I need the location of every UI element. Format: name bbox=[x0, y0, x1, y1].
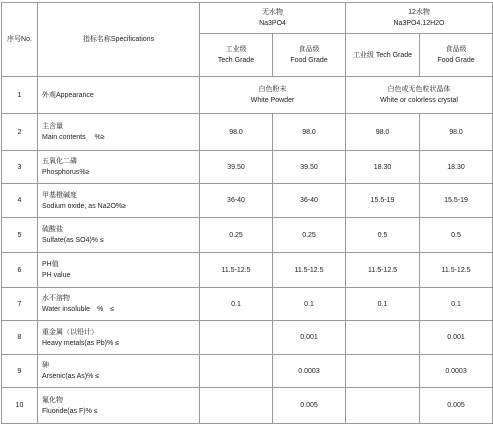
specification-table bbox=[1, 2, 493, 424]
spec-name bbox=[38, 114, 200, 151]
spec-name-cn: 水不溶物 bbox=[42, 295, 70, 302]
grade-food-cn: 食品级 bbox=[298, 46, 320, 53]
value-anhydrous-food: 98.0 bbox=[273, 114, 346, 151]
grade-food-en: Food Grade bbox=[437, 57, 475, 64]
value-hydrate-tech: 15.5-19 bbox=[346, 184, 420, 218]
value-anhydrous-tech bbox=[200, 321, 273, 355]
grade-tech-anhydrous bbox=[200, 34, 273, 77]
spec-name bbox=[38, 151, 200, 184]
value-hydrate-tech: 18.30 bbox=[346, 151, 420, 184]
spec-name-en: Water insoluble % ≤ bbox=[42, 306, 115, 313]
spec-name bbox=[38, 355, 200, 388]
spec-name bbox=[38, 218, 200, 253]
hydrate-formula: Na3PO4.12H2O bbox=[393, 20, 445, 27]
row-number: 4 bbox=[2, 184, 38, 218]
spec-name-cn: 甲基橙碱度 bbox=[42, 191, 77, 199]
header-anhydrous bbox=[200, 3, 346, 34]
value-anhydrous-tech: 0.1 bbox=[200, 288, 273, 321]
value-anhydrous-tech: 11.5-12.5 bbox=[200, 253, 273, 288]
table-row bbox=[2, 288, 493, 321]
header-row-product bbox=[2, 3, 493, 34]
value-hydrate-food: 0.005 bbox=[420, 388, 493, 424]
row-number: 6 bbox=[2, 253, 38, 288]
spec-name-en: Sodium oxide, as Na2O%≥ bbox=[42, 202, 126, 210]
spec-name-cn: 砷 bbox=[42, 362, 49, 369]
value-anhydrous-food: 0.005 bbox=[273, 388, 346, 424]
value-hydrate-tech: 98.0 bbox=[346, 114, 420, 151]
grade-food-cn: 食品级 bbox=[445, 46, 467, 53]
value-anhydrous-food: 0.0003 bbox=[273, 355, 346, 388]
value-anhydrous-food: 39.50 bbox=[273, 151, 346, 184]
spec-name bbox=[38, 321, 200, 355]
header-hydrate bbox=[346, 3, 493, 34]
row-number: 2 bbox=[2, 114, 38, 151]
spec-name bbox=[38, 288, 200, 321]
row-number: 10 bbox=[2, 388, 38, 424]
spec-name-cn: 五氧化二磷 bbox=[42, 158, 77, 165]
spec-name-en: Arsenic(as As)% ≤ bbox=[42, 373, 100, 380]
spec-name bbox=[38, 388, 200, 424]
value-anhydrous-tech: 98.0 bbox=[200, 114, 273, 151]
spec-name bbox=[38, 253, 200, 288]
value-hydrate-tech: 0.1 bbox=[346, 288, 420, 321]
spec-name-en: Heavy metals(as Pb)% ≤ bbox=[42, 339, 119, 347]
appearance-anhydrous-en: White Powder bbox=[250, 97, 295, 104]
value-hydrate-tech bbox=[346, 355, 420, 388]
value-hydrate-tech bbox=[346, 321, 420, 355]
spec-name-en: PH value bbox=[42, 272, 71, 279]
spec-name: 外观Appearance bbox=[38, 77, 200, 114]
value-hydrate-food: 98.0 bbox=[420, 114, 493, 151]
value-anhydrous-food: 0.1 bbox=[273, 288, 346, 321]
grade-food-anhydrous bbox=[273, 34, 346, 77]
spec-name-cn: 氟化物 bbox=[42, 396, 63, 404]
table-row bbox=[2, 218, 493, 253]
spec-name-cn: 主含量 bbox=[42, 123, 63, 130]
value-anhydrous-food: 11.5-12.5 bbox=[273, 253, 346, 288]
value-anhydrous-food: 36-40 bbox=[273, 184, 346, 218]
appearance-hydrate bbox=[346, 77, 493, 114]
row-number: 9 bbox=[2, 355, 38, 388]
value-hydrate-tech: 11.5-12.5 bbox=[346, 253, 420, 288]
appearance-hydrate-en: White or colorless crystal bbox=[380, 97, 458, 104]
value-anhydrous-tech: 39.50 bbox=[200, 151, 273, 184]
anhydrous-cn: 无水物 bbox=[262, 9, 283, 16]
value-hydrate-food: 0.001 bbox=[420, 321, 493, 355]
spec-name-cn: 硫酸盐 bbox=[42, 226, 63, 233]
spec-name-en: Sulfate(as SO4)% ≤ bbox=[42, 237, 104, 244]
table-row bbox=[2, 355, 493, 388]
grade-tech-en: Tech Grade bbox=[217, 57, 255, 64]
spec-name bbox=[38, 184, 200, 218]
row-number: 8 bbox=[2, 321, 38, 355]
table-row bbox=[2, 184, 493, 218]
value-anhydrous-tech: 36-40 bbox=[200, 184, 273, 218]
value-hydrate-tech: 0.5 bbox=[346, 218, 420, 253]
anhydrous-formula: Na3PO4 bbox=[259, 20, 286, 27]
appearance-anhydrous bbox=[200, 77, 346, 114]
value-anhydrous-tech bbox=[200, 355, 273, 388]
hydrate-cn: 12水物 bbox=[408, 9, 430, 16]
row-number: 5 bbox=[2, 218, 38, 253]
grade-tech-cn: 工业级 bbox=[225, 46, 247, 53]
value-hydrate-food: 15.5-19 bbox=[420, 184, 493, 218]
spec-name-cn: PH值 bbox=[42, 261, 59, 268]
table-row bbox=[2, 321, 493, 355]
appearance-hydrate-cn: 白色或无色粒状晶体 bbox=[387, 86, 451, 93]
header-spec: 指标名称Specifications bbox=[38, 3, 200, 77]
row-number: 7 bbox=[2, 288, 38, 321]
value-anhydrous-tech bbox=[200, 388, 273, 424]
value-hydrate-tech bbox=[346, 388, 420, 424]
table-row bbox=[2, 253, 493, 288]
grade-food-hydrate bbox=[420, 34, 493, 77]
value-anhydrous-food: 0.25 bbox=[273, 218, 346, 253]
value-hydrate-food: 0.5 bbox=[420, 218, 493, 253]
table-row bbox=[2, 114, 493, 151]
value-anhydrous-tech: 0.25 bbox=[200, 218, 273, 253]
value-hydrate-food: 0.1 bbox=[420, 288, 493, 321]
spec-name-en: Fluoride(as F)% ≤ bbox=[42, 407, 98, 415]
value-anhydrous-food: 0.001 bbox=[273, 321, 346, 355]
table-row bbox=[2, 388, 493, 424]
table-row bbox=[2, 151, 493, 184]
value-hydrate-food: 18.30 bbox=[420, 151, 493, 184]
row-number: 1 bbox=[2, 77, 38, 114]
spec-name-en: Phosphorus%≥ bbox=[42, 169, 90, 176]
spec-name-cn: 重金属（以铅计） bbox=[42, 328, 98, 336]
row-number: 3 bbox=[2, 151, 38, 184]
value-hydrate-food: 11.5-12.5 bbox=[420, 253, 493, 288]
grade-tech-hydrate: 工业级 Tech Grade bbox=[346, 34, 420, 77]
spec-name-en: Main contents %≥ bbox=[42, 134, 105, 141]
value-hydrate-food: 0.0003 bbox=[420, 355, 493, 388]
table-row bbox=[2, 77, 493, 114]
grade-food-en: Food Grade bbox=[290, 57, 328, 64]
header-seq: 序号No. bbox=[2, 3, 38, 77]
appearance-anhydrous-cn: 白色粉末 bbox=[258, 86, 287, 93]
